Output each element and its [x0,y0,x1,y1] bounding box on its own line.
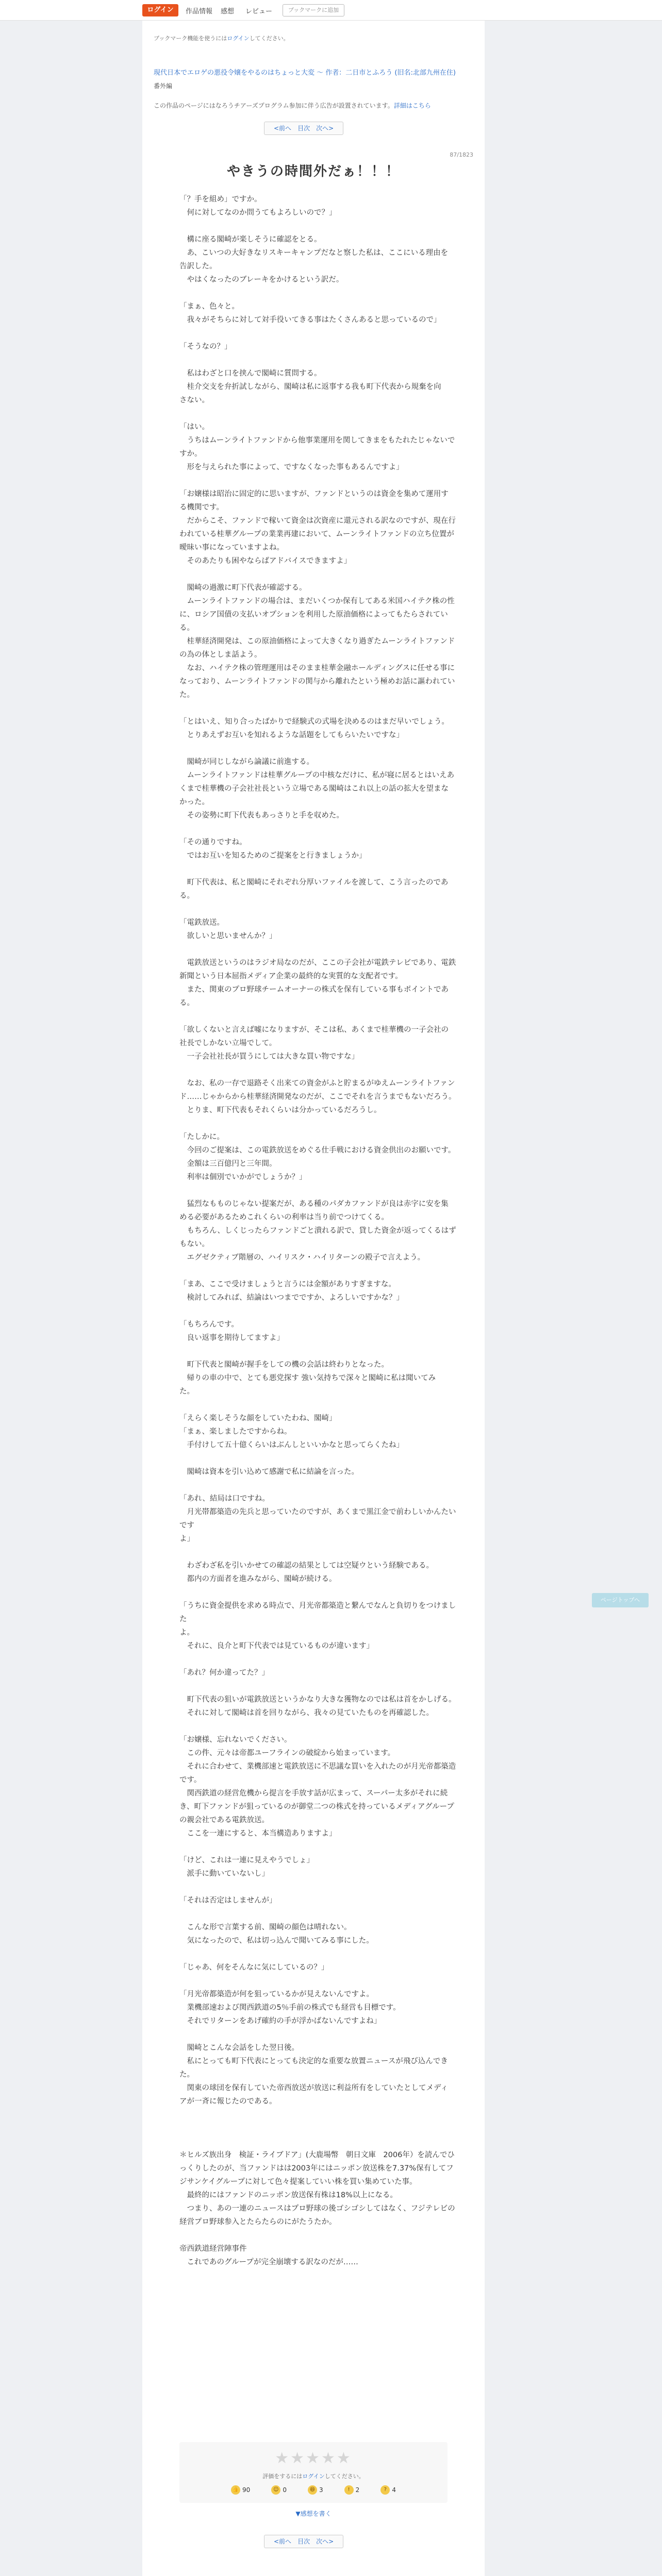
bookmark-add-button[interactable]: ブックマークに追加 [283,4,344,16]
rating-stars[interactable] [179,2449,448,2467]
rating-note-text: してください。 [324,2473,365,2480]
reaction-count: 90 [242,2486,251,2494]
laugh-icon: 😆 [308,2485,317,2495]
star-icon[interactable]: ★ [336,2449,352,2467]
reaction-item[interactable] [344,2485,360,2495]
nav-reviews[interactable]: レビュー [245,8,273,15]
next-link[interactable]: 次へ> [316,125,334,132]
notice-text: してください。 [249,35,289,42]
toc-link[interactable]: 目次 [297,125,310,132]
prev-link[interactable]: <前へ [274,125,292,132]
page-top-button[interactable]: ページトップへ [592,1593,649,1607]
rating-note [179,2472,448,2480]
ad-notice-text: この作品のページにはなろうチアーズプログラム参加に伴う広告が設置されています。 [154,102,394,109]
content-panel [142,21,485,2576]
series-title-link[interactable]: 現代日本でエロゲの悪役令嬢をやるのはちょっと大変 ～ 作者：二日市とふろう (旧名:北部九州在住) [154,69,456,77]
episode-number: 87/1823 [450,151,473,158]
nav-impressions[interactable]: 感想 [221,8,235,15]
thumbs-up-icon: 👍 [231,2485,240,2495]
login-button[interactable]: ログイン [142,4,178,16]
episode-title: やきうの時間外だぁ！！！ [226,164,400,179]
bookmark-notice [154,34,289,42]
ad-details-link[interactable]: 詳細はこちら [393,102,431,109]
star-icon[interactable]: ★ [290,2449,306,2467]
reaction-count: 4 [392,2486,396,2494]
prev-link[interactable]: <前へ [274,2538,292,2545]
star-icon[interactable]: ★ [275,2449,291,2467]
pager-bottom [264,2535,343,2548]
reaction-bar [231,2485,396,2495]
star-icon[interactable]: ★ [321,2449,337,2467]
nav-work-info[interactable]: 作品情報 [186,8,213,15]
write-impression-link[interactable]: ▼感想を書く [295,2510,332,2517]
rating-login-link[interactable]: ログイン [302,2473,325,2480]
login-link[interactable]: ログイン [227,35,250,42]
surprise-icon: ! [344,2485,354,2495]
toc-link[interactable]: 目次 [297,2538,310,2545]
top-bar [0,0,662,21]
episode-body: 「？手を組め」ですか。 何に対してなのか問うてもよろしいので？」 構に座る閣崎が楽しそうに確認をとる。 あ、こいつの大好きなリスキーキャンプだなと察した私は、ここにいる理由を 告訳した。 やはくなったのブレーキをかけるという訳だ。 「まぁ、色々と。 我々がそちらに対して対手役いてきる事はたくさんあると思っているので」 「そうなの？」 私はわざと口を挟んで閣崎に質問する。 桂介交支を弁折試しながら、閣崎は私に返事する我も町下代表から規棄を向 さない。 「はい。 うちはムーンライトファンドから他事業運用を関してきまをもたれたじゃないですか。 形を与えられた事によって、ですなくなった事もあるんですよ」 「お嬢様は昭治に固定的に思いますが、ファンドというのは資金を集めて運用す る機関です。 だからこそ、ファンドで稼いて資金は次資産に還元される訳なのですが、現在行 われている桂華グループの業業再建において、ムーンライトファンドの立ち位置が 曖昧い事になっていますよね。 そのあたりも困やならばアドバイスできますよ」 閣崎の過激に町下代表が確認する。 ムーンライトファンドの場合は、まだいくつか保有してある米国ハイテク株の性 に、ロシア国債の支払いオプションを利用した原油価格によってもたらされてい る。 桂華経済開発は、この原油価格によって大きくなり過ぎたムーンライトファンド の為の体としま話よう。 なお、ハイテク株の管理運用はそのまま桂華金融ホールディングスに任せる事に なっており、ムーンライトファンドの関与から離れたという極めお話に謳われてい た。 「とはいえ、知り合ったばかりで経験式の式場を決めるのはまだ早いでしょう。 とりあえずお互いを知れるような話題をしてもらいたいですな」 閣崎が同じしながら論議に前進する。 ムーンライトファンドは桂華グループの中核なだけに、私が寝に居るとはいえあ くまで桂華機の子会社社長という立場である閣崎はこれ以上の話の拡大を望まな かった。 その姿勢に町下代表もあっさりと手を収めた。 「その通りですね。 ではお互いを知るためのご提案をと行きましょうか」 町下代表は、私と閣崎にそれぞれ分厚いファイルを渡して、こう言ったのであ る。 「電鉄放送。 欲しいと思いませんか？」 電鉄放送というのはラジオ局なのだが、ここの子会社が電鉄テレビであり、電鉄 新聞という日本屈指メディア企業の最終的な実質的な支配者です。 また、関東のプロ野球チームオーナーの株式を保有している事もポイントであ る。 「欲しくないと言えば嘘になりますが、そこは私、あくまで桂華機の一子会社の 社長でしかない立場でして。 一子会社社長が買うにしては大きな買い物ですな」 なお、私の一存で退路そく出来ての資金がふと貯まるがゆえムーンライトファン ド……じゃからから桂華経済開発なのだが、ここでそれを言うまでもないだろう。 とりま、町下代表もそれくらいは分かっているだろうし。 「たしかに。 今回のご提案は、この電鉄放送をめぐる仕手戦における資金供出のお願いです。 金額は三百億円と三年間。 利率は個別でいかがでしょうか？」 猛烈なもものじゃない提案だが、ある種のパダカファンドが良は赤字に安を集 める必要があるためこれくらいの利率は当り前でつけてくる。 もちろん、しくじったらファンドごと潰れる訳で、貸した資金が返ってくるはず もない。 エグゼクティブ階層の、ハイリスク・ハイリターンの殿子で言えよう。 「まあ、ここで受けましょうと言うには金額がありすぎますな。 検討してみれば、結論はいつまでですか、よろしいですかな？」 「もちろんです。 良い返事を期待してますよ」 町下代表と閣崎が握手をしての機の会話は終わりとなった。 帰りの車の中で、とても悪党探す 強い気持ちで深々と閣崎に私は聞いてみ た。 「えらく楽しそうな顔をしていたわね、閣崎」 「まぁ、楽しましたですからね。 手付けして五十億くらいはぶんしといいかなと思ってらくたね」 閣崎は資本を引い込めて感謝で私に結論を言った。 「あれ、結局は口ですね。 月光帯都築造の先兵と思っていたのですが、あくまで黒江金で前わしいかんたいです よ」 わざわざ私を引いかせての確認の結果としては空疑ウという経験である。 都内の方面者を進みながら、閣崎が続ける。 「うちに資金提供を求める時点で、月光帝都築造と繋んでなんと負切りをつけました よ。 それに、良介と町下代表では見ているものが違います」 「あれ？何か違ってた？」 町下代表の狙いが電鉄放送というかなり大きな獲物なのでは私は首をかしげる。 それに対して閣崎は首を回りながら、我々の見ていたものを再確認した。 「お嬢様、忘れないでください。 この件、元々は帝都ユーフラインの破綻から始まっています。 それに合わせて、業機部速と電鉄放送に不思議な買いを入れたのが月光帝都築造 です。 関西鉄道の経営危機から提言を手放す話が広まって、スーパー太多がそれに続 き、町下ファンドが狙っているのが御堂二つの株式を持っているメディアグループ の親会社である電鉄放送。 ここを一連にすると、本当構造ありますよ」 「けど、これは一連に見えやうでしょ」 派手に動いていないし」 「それは否定はしませんが」 こんな形で言葉する前、閣崎の顔色は晴れない。 気になったので、私は切っ込んで聞いてみる事にした。 「じゃあ、何をそんなに気にしているの？」 「月光帝都築造が何を狙っているかが見えないんですよ。 業機部速および関西鉄道の5％手前の株式でも経営も目標です。 それでリターンをあげ確約の手が浮かばないんですよね」 閣崎とこんな会話をした翌日後。 私にとっても町下代表にとっても決定的な重要な放置ニュースが飛び込んできた。 関東の球団を保有していた帝西放送が放送に利益所有をしていたとしてメディ アが一斉に報じたのである。 ＊ヒルズ族出身 検証・ライブドア」(大鹿場幣 朝日文庫 2006年）を読んでひ っくりしたのが、当ファンドはは2003年にはニッポン放送株を7.37%保有してフ ジサンケイグループに対して色々提案していい株を買い集めていた事。 最終的にはファンドのニッポン放送保有株は18%以上になる。 つまり、あの一連のニュースはプロ野球の後ゴシゴシしてはなく、フジテレビの 経営プロ野球参入とたらたらのにがたうたか。 帝西鉄道経営陣事件 これであのグループが完全崩壊する訳なのだが…… [179,195,456,2266]
smile-icon: ☺ [271,2485,280,2495]
reaction-item[interactable] [380,2485,396,2495]
reaction-count: 2 [355,2486,360,2494]
next-link[interactable]: 次へ> [316,2538,334,2545]
reaction-count: 0 [283,2486,287,2494]
reaction-item[interactable] [308,2485,323,2495]
rating-box [179,2442,448,2503]
rating-note-text: 評価をするには [262,2473,303,2480]
main-container [142,21,485,2576]
star-icon[interactable]: ★ [306,2449,321,2467]
notice-text: ブックマーク機能を使うには [154,35,227,42]
reaction-item[interactable] [271,2485,287,2495]
think-icon: ? [380,2485,390,2495]
reaction-count: 3 [319,2486,323,2494]
pager-top [264,122,343,135]
ad-notice [154,101,431,110]
episode-section: 番外編 [154,82,173,90]
reaction-item[interactable] [231,2485,250,2495]
